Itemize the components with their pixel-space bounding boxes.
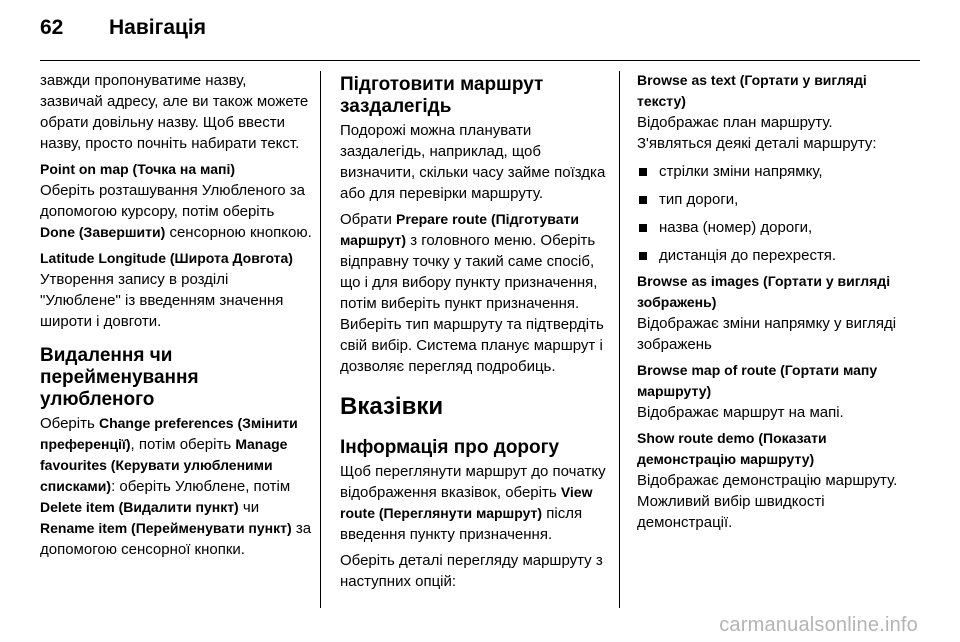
list-item-text: стрілки зміни напрямку, (659, 163, 823, 180)
heading-guidance: Вказівки (340, 393, 444, 420)
list-item (637, 217, 907, 238)
point-on-map-description (40, 180, 312, 243)
list-item-text: назва (номер) дороги, (659, 219, 813, 236)
bold-run: Done (Завершити) (40, 224, 166, 240)
heading-prepare-route: Підготовити маршрут заздалегідь (340, 74, 544, 117)
bold-run: Delete item (Видалити пункт) (40, 499, 239, 515)
text-run: сенсорною кнопкою. (165, 224, 312, 241)
view-options-paragraph: Оберіть деталі перегляду маршруту з наступних опцій: (340, 552, 603, 590)
column-divider (619, 71, 620, 608)
text-run: : оберіть Улюблене, потім (111, 478, 291, 495)
term-latitude-longitude: Latitude Longitude (Широта Довгота) (40, 250, 293, 266)
bold-run: Change preferences (Змінити преференції) (40, 415, 298, 452)
view-route-paragraph (340, 461, 612, 545)
latitude-longitude-description: Утворення запису в розділі "Улюблене" із введенням значення широти і довготи. (40, 271, 284, 330)
term-browse-map: Browse map of route (Гортати мапу маршруту) (637, 362, 878, 399)
list-item-text: дистанція до перехрестя. (659, 247, 837, 264)
list-item (637, 161, 907, 182)
section-title: Навігація (109, 16, 207, 39)
term-point-on-map: Point on map (Точка на мапі) (40, 161, 235, 177)
bold-run: Prepare route (Підготувати маршрут) (340, 211, 579, 248)
heading-road-info: Інформація про дорогу (340, 437, 560, 458)
show-demo-description: Відображає демонстрацію маршруту. Можливий вибір швидкості демонстрації. (637, 472, 898, 531)
header-divider (40, 60, 920, 61)
list-item (637, 189, 907, 210)
page-number: 62 (40, 16, 64, 39)
square-bullet-icon (639, 196, 647, 204)
text-run: після введення пункту призначення. (340, 505, 583, 543)
column-middle (340, 70, 612, 592)
text-run: , потім оберіть (130, 436, 236, 453)
browse-map-description: Відображає маршрут на мапі. (637, 404, 844, 421)
term-browse-as-text: Browse as text (Гортати у вигляді тексту) (637, 72, 867, 109)
square-bullet-icon (639, 168, 647, 176)
list-item (637, 245, 907, 266)
text-run: Оберіть розташування Улюбленого за допомогою курсору, потім оберіть (40, 182, 305, 220)
delete-rename-paragraph (40, 413, 312, 560)
prepare-route-intro: Подорожі можна планувати заздалегідь, наприклад, щоб визначити, скільки часу займе поїздка або для перевірки маршруту. (340, 122, 606, 202)
column-left (40, 70, 312, 560)
text-run: Оберіть (40, 415, 99, 432)
column-right (637, 70, 907, 533)
route-details-list (637, 161, 907, 266)
watermark: carmanualsonline.info (719, 614, 918, 636)
text-run: чи (238, 499, 260, 516)
route-details-intro: З'являться деякі деталі маршруту: (637, 135, 877, 152)
text-run: Щоб переглянути маршрут до початку відображення вказівок, оберіть (340, 463, 606, 501)
bold-run: Manage favourites (Керувати улюбленими списками) (40, 436, 288, 494)
text-run: Обрати (340, 211, 397, 228)
heading-delete-rename: Видалення чи перейменування улюбленого (40, 345, 199, 410)
term-show-demo: Show route demo (Показати демонстрацію маршруту) (637, 430, 827, 467)
prepare-route-steps (340, 209, 612, 377)
browse-as-text-description: Відображає план маршруту. (637, 114, 833, 131)
text-run: з головного меню. Оберіть відправну точку у такий саме спосіб, що і для вибору пункту призначення, потім виберіть пункт призначення. Виберіть тип маршруту та підтвердіть свій вибір. Система планує маршрут і дозволяє перегляд подробиць. (340, 232, 604, 375)
browse-as-images-description: Відображає зміни напрямку у вигляді зображень (637, 315, 897, 353)
page-header (40, 16, 920, 56)
intro-paragraph: завжди пропонуватиме назву, зазвичай адресу, але ви також можете обрати довільну назву. Щоб ввести назву, просто почніть набирати текст. (40, 72, 309, 152)
square-bullet-icon (639, 252, 647, 260)
text-run: за допомогою сенсорної кнопки. (40, 520, 312, 558)
column-divider (320, 71, 321, 608)
list-item-text: тип дороги, (659, 191, 739, 208)
bold-run: Rename item (Перейменувати пункт) (40, 520, 292, 536)
term-browse-as-images: Browse as images (Гортати у вигляді зображень) (637, 273, 891, 310)
bold-run: View route (Переглянути маршрут) (340, 484, 593, 521)
square-bullet-icon (639, 224, 647, 232)
